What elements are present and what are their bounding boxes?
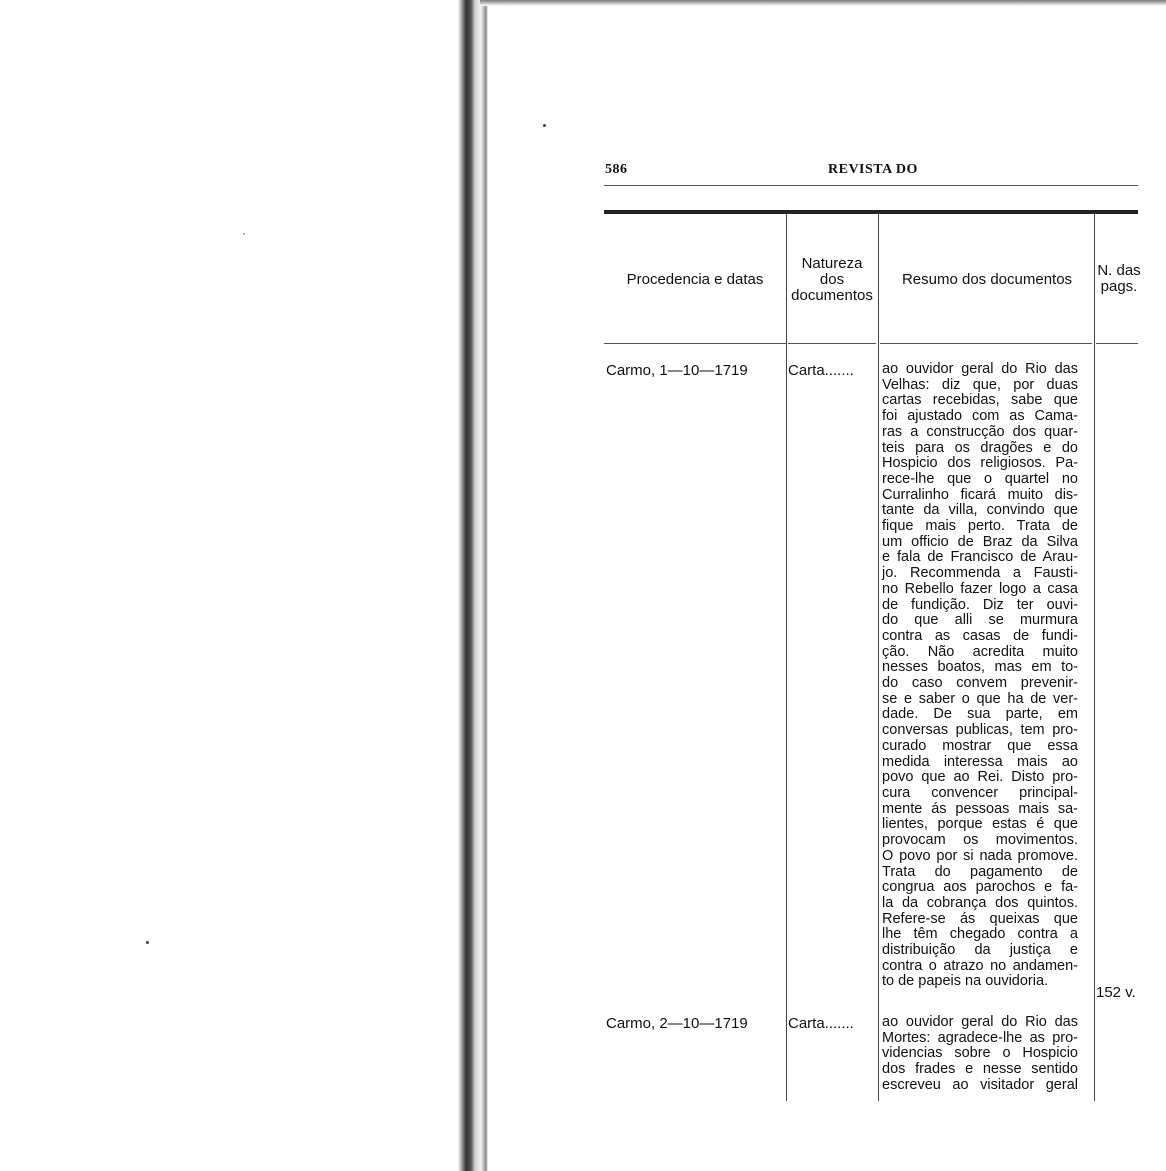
resumo-line: O povo por si nada promove. [882, 847, 1078, 864]
header-bottom-rule [1096, 343, 1138, 344]
row2-procedencia: Carmo, 2—10—1719 [606, 1015, 748, 1032]
resumo-line: fique mais perto. Trata de [882, 518, 1078, 535]
resumo-line: curado mostrar que essa [882, 737, 1078, 754]
resumo-line: tante da villa, convindo que [882, 502, 1078, 519]
resumo-line: lientes, porque estas é que [882, 816, 1078, 833]
row1-natureza: Carta....... [788, 362, 854, 379]
resumo-line: nesses boatos, mas em to- [882, 659, 1078, 676]
resumo-line: contra o atrazo no andamen- [882, 957, 1078, 974]
resumo-line: Mortes: agradece-lhe as pro- [882, 1029, 1078, 1046]
column-header-pags: N. das pags. [1097, 262, 1141, 295]
resumo-line: ao ouvidor geral do Rio das [882, 361, 1078, 377]
row1-resumo [882, 362, 1078, 990]
page-speck [146, 941, 149, 944]
resumo-line: jo. Recommenda a Fausti- [882, 565, 1078, 582]
resumo-line: Hospicio dos religiosos. Pa- [882, 455, 1078, 472]
page-number: 586 [605, 162, 628, 177]
resumo-line: escreveu ao visitador geral [882, 1076, 1078, 1093]
row2-resumo [882, 1015, 1078, 1094]
resumo-line: dos frades e nesse sentido [882, 1061, 1078, 1078]
resumo-line: teis para os dragões e do [882, 439, 1078, 456]
column-header-resumo: Resumo dos documentos [901, 271, 1073, 288]
resumo-line: congrua aos parochos e fa- [882, 879, 1078, 896]
resumo-line: se e saber o que ha de ver- [882, 690, 1078, 707]
resumo-line: ao ouvidor geral do Rio das [882, 1014, 1078, 1030]
header-rule [604, 185, 1138, 186]
resumo-line: cura convencer principal- [882, 784, 1078, 801]
resumo-line: Velhas: diz que, por duas [882, 376, 1078, 393]
resumo-line: Curralinho ficará muito dis- [882, 486, 1078, 503]
column-divider [878, 214, 879, 1101]
resumo-line: ras a construcção dos quar- [882, 423, 1078, 440]
resumo-line: conversas publicas, tem pro- [882, 722, 1078, 739]
resumo-line: ção. Não acredita muito [882, 643, 1078, 660]
resumo-line: la da cobrança dos quintos. [882, 894, 1078, 911]
resumo-line: e fala de Francisco de Arau- [882, 549, 1078, 566]
resumo-line: provocam os movimentos. [882, 832, 1078, 849]
resumo-line: cartas recebidas, sabe que [882, 392, 1078, 409]
resumo-line: um officio de Braz da Silva [882, 533, 1078, 550]
column-header-procedencia: Procedencia e datas [626, 271, 764, 288]
resumo-line: to de papeis na ouvidoria. [882, 973, 1049, 990]
header-bottom-rule [788, 343, 876, 344]
resumo-line: do caso convem prevenir- [882, 675, 1078, 692]
resumo-line: contra as casas de fundi- [882, 627, 1078, 644]
running-title: REVISTA DO [828, 162, 918, 177]
resumo-line: Refere-se ás queixas que [882, 910, 1078, 927]
resumo-line: do que alli se murmura [882, 612, 1078, 629]
resumo-line: Trata do pagamento de [882, 863, 1078, 880]
column-header-natureza: Natureza dos documentos [791, 255, 873, 304]
resumo-line: de fundição. Diz ter ouvi- [882, 596, 1078, 613]
resumo-line: foi ajustado com as Cama- [882, 408, 1078, 425]
row2-natureza: Carta....... [788, 1015, 854, 1032]
resumo-line: dade. De sua parte, em [882, 706, 1078, 723]
resumo-line: rece-lhe que o quartel no [882, 470, 1078, 487]
document-page [488, 0, 1166, 1171]
header-bottom-rule [604, 343, 786, 344]
resumo-line: medida interessa mais ao [882, 753, 1078, 770]
resumo-line: mente ás pessoas mais sa- [882, 800, 1078, 817]
row1-procedencia: Carmo, 1—10—1719 [606, 362, 748, 379]
resumo-line: lhe têm chegado contra a [882, 926, 1078, 943]
row1-pags: 152 v. [1096, 984, 1136, 1001]
resumo-line: povo que ao Rei. Disto pro- [882, 769, 1078, 786]
page-speck [243, 233, 245, 235]
facing-page-blank [0, 0, 458, 1171]
book-binding [458, 0, 488, 1171]
resumo-line: videncias sobre o Hospicio [882, 1045, 1078, 1062]
header-bottom-rule [880, 343, 1092, 344]
column-divider [786, 214, 787, 1101]
table-top-rule [604, 210, 1138, 214]
resumo-line: distribuição da justiça e [882, 942, 1078, 959]
resumo-line: no Rebello fazer logo a casa [882, 580, 1078, 597]
column-divider [1094, 214, 1095, 1101]
